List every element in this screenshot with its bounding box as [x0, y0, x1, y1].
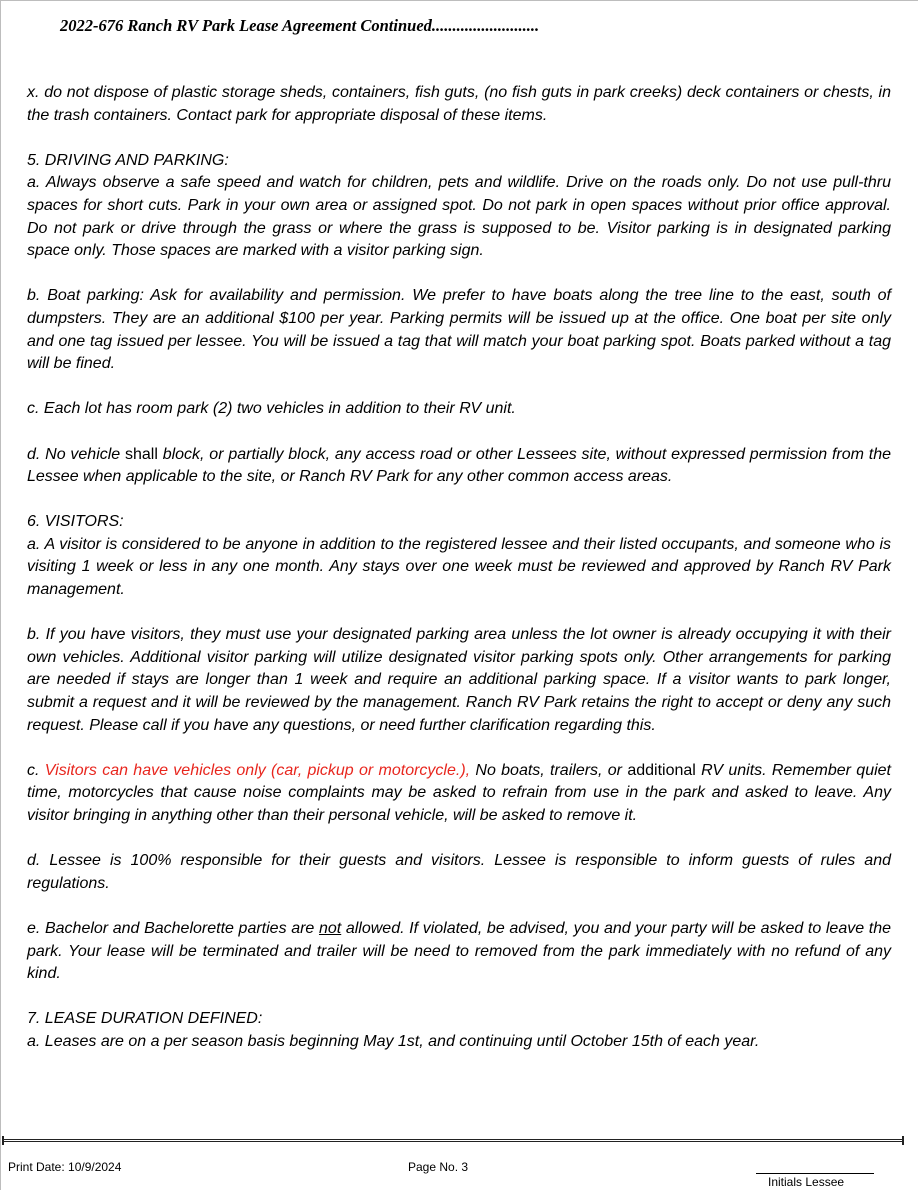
driving-item-d-shall: shall [125, 445, 158, 463]
document-body [27, 82, 891, 1054]
section-driving-and-parking [27, 150, 891, 489]
section-heading-lease-duration: 7. LEASE DURATION DEFINED: [27, 1010, 263, 1028]
driving-item-d [27, 444, 891, 489]
footer-divider [4, 1139, 904, 1142]
driving-item-a: a. Always observe a safe speed and watch for children, pets and wildlife. Drive on the roads only. Do not use pull-thru spaces for short cuts. Park in your own area or assigned spot. Do not park in open spaces without prior office approval. Do not park or drive through the grass or where the grass is supposed to be. Visitor parking is in designated parking space only. Those spaces are marked with a visitor parking sign. [27, 174, 891, 260]
page-border-top [0, 0, 918, 1]
section-visitors [27, 511, 891, 985]
visitors-item-d: d. Lessee is 100% responsible for their guests and visitors. Lessee is responsible to inform guests of rules and regulations. [27, 852, 891, 892]
initials-signature-line [756, 1173, 874, 1174]
visitors-item-c-rest: RV units. Remember quiet time, motorcycles that cause noise complaints may be asked to refrain from use in the park and asked to leave. Any visitor bringing in anything other than their personal vehicle, will be asked to remove it. [27, 761, 892, 824]
item-x-paragraph: x. do not dispose of plastic storage sheds, containers, fish guts, (no fish guts in park creeks) deck containers or chests, in the trash containers. Contact park for appropriate disposal of these items. [27, 84, 891, 124]
visitors-item-e-rest: allowed. If violated, be advised, you and your party will be asked to leave the park. Your lease will be terminated and trailer will be need to removed from the park immediately with no refund of any kind. [27, 919, 892, 983]
footer-divider-left-cap [2, 1136, 4, 1145]
driving-item-c: c. Each lot has room park (2) two vehicles in addition to their RV unit. [27, 400, 516, 418]
visitors-item-c-additional: additional [627, 761, 696, 779]
visitors-item-c-mid: No boats, trailers, or [470, 761, 628, 779]
visitors-item-e-not: not [318, 919, 342, 937]
document-header-title: 2022-676 Ranch RV Park Lease Agreement Continued.......................... [60, 16, 540, 35]
footer-initials-lessee: Initials Lessee [768, 1175, 845, 1189]
lease-item-a: a. Leases are on a per season basis beginning May 1st, and continuing until October 15th of each year. [27, 1032, 760, 1050]
footer-print-date: Print Date: 10/9/2024 [8, 1160, 122, 1174]
section-lease-duration [27, 1008, 891, 1053]
visitors-item-c-highlight: Visitors can have vehicles only (car, pickup or motorcycle.), [44, 761, 471, 779]
visitors-item-a: a. A visitor is considered to be anyone in addition to the registered lessee and their listed occupants, and someone who is visiting 1 week or less in any one month. Any stays over one week must be reviewed and approved by Ranch RV Park management. [27, 535, 891, 599]
visitors-item-e [27, 918, 891, 986]
visitors-item-c [27, 760, 891, 828]
visitors-item-c-prefix: c. [27, 761, 45, 779]
page-border-left [0, 0, 1, 1190]
driving-item-b: b. Boat parking: Ask for availability and permission. We prefer to have boats along the tree line to the east, south of dumpsters. They are an additional $100 per year. Parking permits will be issued up at the office. One boat per site only and one tag issued per lessee. You will be issued a tag that will match your boat parking spot. Boats parked without a tag will be fined. [27, 287, 891, 373]
driving-item-d-start: d. No vehicle [27, 445, 125, 463]
driving-item-d-rest: block, or partially block, any access road or other Lessees site, without expressed permission from the Lessee when applicable to the site, or Ranch RV Park for any other common access areas. [27, 445, 891, 486]
visitors-item-e-start: e. Bachelor and Bachelorette parties are [27, 919, 319, 937]
section-heading-visitors: 6. VISITORS: [27, 513, 124, 531]
footer-divider-right-cap [902, 1136, 904, 1145]
footer-page-number: Page No. 3 [408, 1160, 469, 1174]
visitors-item-b: b. If you have visitors, they must use your designated parking area unless the lot owner is already occupying it with their own vehicles. Additional visitor parking will utilize designated visitor parking spots only. Other arrangements for parking are needed if stays are longer than 1 week and require an additional parking space. If a visitor wants to park longer, submit a request and it will be reviewed by the management. Ranch RV Park retains the right to accept or deny any such request. Please call if you have any questions, or need further clarification regarding this. [27, 626, 891, 734]
section-heading-driving: 5. DRIVING AND PARKING: [27, 151, 229, 169]
